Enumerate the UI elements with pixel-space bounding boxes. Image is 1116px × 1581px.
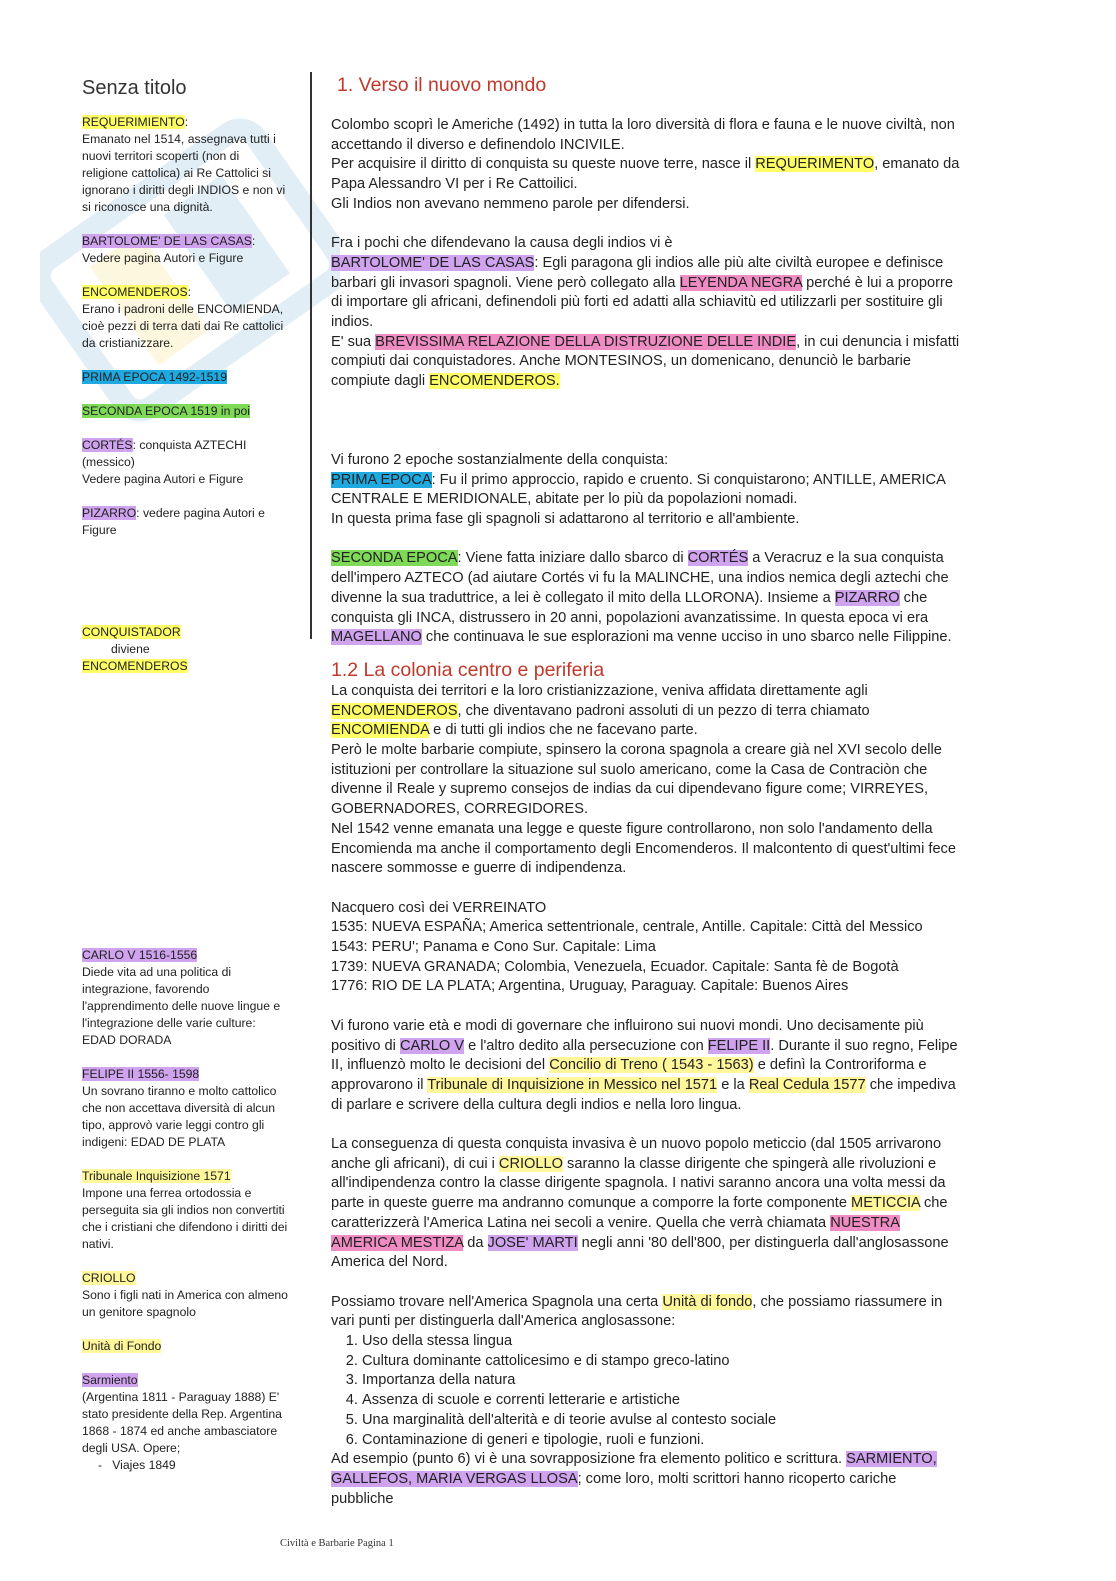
note-criollo: CRIOLLO Sono i figli nati in America con almeno un genitore spagnolo bbox=[82, 1271, 288, 1319]
list-item: 2. Cultura dominante cattolicesimo e di stampo greco-latino bbox=[362, 1352, 961, 1372]
page-footer: Civiltà e Barbarie Pagina 1 bbox=[280, 1538, 394, 1549]
note-cortes: CORTÉS: conquista AZTECHI (messico) Vedere pagina Autori e Figure bbox=[82, 438, 247, 486]
main-content bbox=[331, 72, 961, 1509]
heading-2: 1.2 La colonia centro e periferia bbox=[331, 658, 605, 681]
paragraph-7: Vi furono varie età e modi di governare che influirono sui nuovi mondi. Uno decisamente più positivo di CARLO V e l'altro dedito alla persecuzione con FELIPE II. Durante il suo regno, Felipe II, influenzò molto le decisioni del Concilio di Treno ( 1543 - 1563) e definì la Controriforma e approvarono il Tribunale di Inquisizione in Messico nel 1571 e la Real Cedula 1577 che impediva di parlare e scrivere della cultura degli indios e nella loro lingua. bbox=[331, 1017, 958, 1113]
heading-1: 1. Verso il nuovo mondo bbox=[337, 74, 547, 96]
note-unita: Unità di Fondo bbox=[82, 1339, 162, 1353]
note-encomenderos: ENCOMENDEROS: Erano i padroni delle ENCOMIENDA, cioè pezzi di terra dati dai Re cattolici da cristianizzare. bbox=[82, 285, 284, 350]
list-item: 4. Assenza di scuole e correnti letterarie e artistiche bbox=[362, 1391, 961, 1411]
unita-list bbox=[331, 1332, 961, 1450]
paragraph-2: Fra i pochi che difendevano la causa degli indios vi è BARTOLOME' DE LAS CASAS: Egli paragona gli indios alle più alte civiltà europee e definisce barbari gli invasori spagnoli. Viene però collegato alla LEYENDA NEGRA perché è lui a proporre di importare gli africani, definendoli più forti ed adatti alla schiavitù ed utilizzarli per sostituire gli indios. E' sua BREVISSIMA RELAZIONE DELLA DISTRUZIONE DELLE INDIE, in cui denuncia i misfatti compiuti dai conquistadores. Anche MONTESINOS, un domenicano, denunciò le barbarie compiute dagli ENCOMENDEROS. bbox=[331, 235, 960, 390]
list-item: 5. Una marginalità dell'alterità e di teorie avulse al contesto sociale bbox=[362, 1411, 961, 1431]
note-seconda-epoca: SECONDA EPOCA 1519 in poi bbox=[82, 404, 250, 418]
note-conquistador: CONQUISTADOR diviene ENCOMENDEROS bbox=[82, 625, 188, 673]
paragraph-6: Nacquero così dei VERREINATO 1535: NUEVA ESPAÑA; America settentrionale, centrale, Antille. Capitale: Città del Messico 1543: PERU'; Panama e Cono Sur. Capitale: Lima 1739: NUEVA GRANADA; Colombia, Venezuela, Ecuador. Capitale: Santa fè de Bogotà 1776: RIO DE LA PLATA; Argentina, Uruguay, Paraguay. Capitale: Buenos Aires bbox=[331, 899, 923, 995]
note-carlo-v: CARLO V 1516-1556 Diede vita ad una politica di integrazione, favorendo l'apprendimento delle nuove lingue e l'integrazione delle varie culture: EDAD DORADA bbox=[82, 948, 281, 1047]
list-item: 3. Importanza della natura bbox=[362, 1371, 961, 1391]
paragraph-9: Possiamo trovare nell'America Spagnola una certa Unità di fondo, che possiamo riassumere in vari punti per distinguerla dall'America anglosassone: bbox=[331, 1293, 943, 1330]
sidebar bbox=[82, 76, 288, 1474]
note-requerimiento: REQUERIMIENTO: Emanato nel 1514, assegnava tutti i nuovi territori scoperti (non di religione cattolica) ai Re Cattolici si ignorano i diritti degli INDIOS e non vi si riconosce una dignità. bbox=[82, 115, 286, 214]
note-tribunale: Tribunale Inquisizione 1571 Impone una ferrea ortodossia e perseguita sia gli indios non convertiti che i cristiani che difendono i diritti dei nativi. bbox=[82, 1169, 288, 1251]
note-pizarro: PIZARRO: vedere pagina Autori e Figure bbox=[82, 506, 265, 537]
page-title: Senza titolo bbox=[82, 77, 187, 99]
divider-line bbox=[310, 72, 312, 639]
list-item: 6. Contaminazione di generi e tipologie, ruoli e funzioni. bbox=[362, 1431, 961, 1451]
paragraph-8: La conseguenza di questa conquista invasiva è un nuovo popolo meticcio (dal 1505 arrivarono anche gli africani), di cui i CRIOLLO saranno la classe dirigente che spingerà alle rivoluzioni e all'indipendenza contro la classe dirigente spagnola. I nativi saranno ancora una volta messi da parte in queste guerre ma andranno comunque a comporre la forte componente METICCIA che caratterizzerà l'America Latina nei secoli a venire. Quella che verrà chiamata NUESTRA AMERICA MESTIZA da JOSE' MARTI negli anni '80 dell'800, per distinguerla dall'anglosassone America del Nord. bbox=[331, 1136, 949, 1271]
paragraph-5: La conquista dei territori e la loro cristianizzazione, veniva affidata direttamente agli ENCOMENDEROS, che diventavano padroni assoluti di un pezzo di terra chiamato ENCOMIENDA e di tutti gli indios che ne facevano parte. Però le molte barbarie compiute, spinsero la corona spagnola a creare già nel XVI secolo delle istituzioni per controllare la situazione sul suolo americano, come la Casa de Contraciòn che divenne il Reale y supremo consejos de indias da cui dipendevano figure come; VIRREYES, GOBERNADORES, CORREGIDORES. Nel 1542 venne emanata una legge e queste figure controllarono, non solo l'andamento della Encomienda ma anche il comportamento degli Encomenderos. Il malcontento di quest'ultimi fece nascere sommosse e guerre di indipendenza. bbox=[331, 682, 956, 877]
paragraph-4: SECONDA EPOCA: Viene fatta iniziare dallo sbarco di CORTÉS a Veracruz e la sua conquista dell'impero AZTECO (ad aiutare Cortés vi fu la MALINCHE, una indios nemica degli aztechi che divenne la sua traduttrice, a lei è collegato il mito della LLORONA). Insieme a PIZARRO che conquista gli INCA, distrussero in 20 anni, popolazioni avanzatissime. In questa epoca vi era MAGELLANO che continuava le sue esplorazioni ma venne ucciso in uno sbarco nelle Filippine. bbox=[331, 550, 952, 646]
paragraph-10: Ad esempio (punto 6) vi è una sovrapposizione fra elemento politico e scrittura. SARMIENTO, GALLEFOS, MARIA VERGAS LLOSA; come loro, molti scrittori hanno ricoperto cariche pubbliche bbox=[331, 1451, 937, 1507]
paragraph-3: Vi furono 2 epoche sostanzialmente della conquista: PRIMA EPOCA: Fu il primo approccio, rapido e cruento. Si conquistarono; ANTILLE, AMERICA CENTRALE E MERIDIONALE, abitate per lo più da popolazioni nomadi. In questa prima fase gli spagnoli si adattarono al territorio e all'ambiente. bbox=[331, 451, 946, 527]
note-felipe-ii: FELIPE II 1556- 1598 Un sovrano tiranno e molto cattolico che non accettava diversità di alcun tipo, approvò varie leggi contro gli indigeni: EDAD DE PLATA bbox=[82, 1067, 277, 1149]
note-casas: BARTOLOME' DE LAS CASAS: Vedere pagina Autori e Figure bbox=[82, 234, 256, 265]
note-sarmiento: Sarmiento (Argentina 1811 - Paraguay 1888) E' stato presidente della Rep. Argentina 1868 - 1874 ed anche ambasciatore degli USA. Opere; - Viajes 1849 bbox=[82, 1373, 282, 1472]
paragraph-1: Colombo scoprì le Americhe (1492) in tutta la loro diversità di flora e fauna e le nuove civiltà, non accettando il diverso e definendolo INCIVILE. Per acquisire il diritto di conquista su queste nuove terre, nasce il REQUERIMENTO, emanato da Papa Alessandro VI per i Re Cattoilici. Gli Indios non avevano nemmeno parole per difendersi. bbox=[331, 117, 960, 212]
note-prima-epoca: PRIMA EPOCA 1492-1519 bbox=[82, 370, 227, 384]
list-item: 1. Uso della stessa lingua bbox=[362, 1332, 961, 1352]
